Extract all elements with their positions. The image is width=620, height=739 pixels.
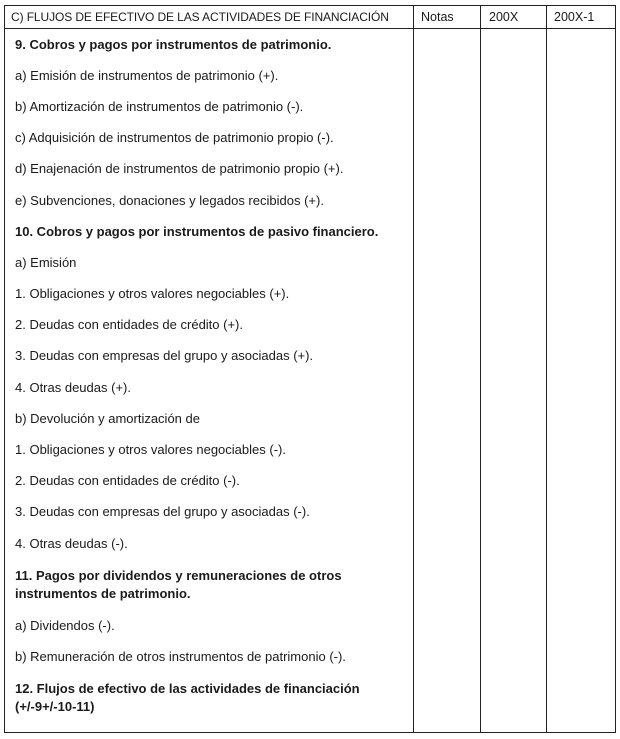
line-item-row (15, 154, 407, 185)
cash-flow-financing-table (4, 5, 616, 733)
line-item-row (15, 610, 407, 641)
line-item-label: 2. Deudas con entidades de crédito (-). (15, 473, 240, 489)
section-heading-row (15, 29, 407, 60)
line-item-row (15, 434, 407, 465)
line-item-label: a) Emisión de instrumentos de patrimonio (+). (15, 67, 279, 83)
line-item-row (15, 528, 407, 559)
line-item-label: b) Remuneración de otros instrumentos de patrimonio (-). (15, 648, 346, 664)
column-divider-notes (413, 6, 414, 732)
line-item-label: 10. Cobros y pagos por instrumentos de pasivo financiero. (15, 223, 379, 239)
line-item-row (15, 123, 407, 154)
line-item-label: a) Dividendos (-). (15, 617, 115, 633)
line-item-row (15, 341, 407, 372)
table-section-title: C) FLUJOS DE EFECTIVO DE LAS ACTIVIDADES DE FINANCIACIÓN (11, 10, 389, 24)
line-item-label: 9. Cobros y pagos por instrumentos de patrimonio. (15, 36, 332, 52)
line-item-label: 3. Deudas con empresas del grupo y asociadas (-). (15, 504, 310, 520)
line-item-label: 3. Deudas con empresas del grupo y asociadas (+). (15, 348, 314, 364)
line-item-row (15, 279, 407, 310)
column-divider-previous-year (546, 6, 547, 732)
line-item-row (15, 372, 407, 403)
line-item-row (15, 466, 407, 497)
current-year-column-header: 200X (489, 10, 519, 24)
line-item-label: 4. Otras deudas (-). (15, 535, 128, 551)
line-items-list (15, 29, 407, 724)
line-item-row (15, 185, 407, 216)
line-item-label: 2. Deudas con entidades de crédito (+). (15, 317, 244, 333)
line-item-label: 1. Obligaciones y otros valores negociables (-). (15, 442, 286, 458)
line-item-label: 1. Obligaciones y otros valores negociables (+). (15, 286, 290, 302)
line-item-label: b) Amortización de instrumentos de patrimonio (-). (15, 98, 304, 114)
line-item-label: a) Emisión (15, 254, 77, 270)
line-item-row (15, 497, 407, 528)
line-item-label: b) Devolución y amortización de (15, 410, 200, 426)
line-item-row (15, 403, 407, 434)
line-item-row (15, 60, 407, 91)
line-item-label: 4. Otras deudas (+). (15, 379, 131, 395)
line-item-row (15, 91, 407, 122)
line-item-row (15, 641, 407, 672)
line-item-row (15, 310, 407, 341)
line-item-label: c) Adquisición de instrumentos de patrimonio propio (-). (15, 130, 334, 146)
notes-column-header: Notas (421, 10, 454, 24)
line-item-label: 11. Pagos por dividendos y remuneraciones de otros instrumentos de patrimonio. (15, 567, 342, 601)
section-heading-row (15, 559, 407, 610)
section-heading-row (15, 673, 407, 724)
section-heading-row (15, 216, 407, 247)
line-item-label: 12. Flujos de efectivo de las actividades de financiación (+/-9+/-10-11) (15, 681, 360, 715)
line-item-label: d) Enajenación de instrumentos de patrimonio propio (+). (15, 161, 344, 177)
previous-year-column-header: 200X-1 (554, 10, 595, 24)
line-item-label: e) Subvenciones, donaciones y legados recibidos (+). (15, 192, 324, 208)
column-divider-current-year (480, 6, 481, 732)
line-item-row (15, 247, 407, 278)
